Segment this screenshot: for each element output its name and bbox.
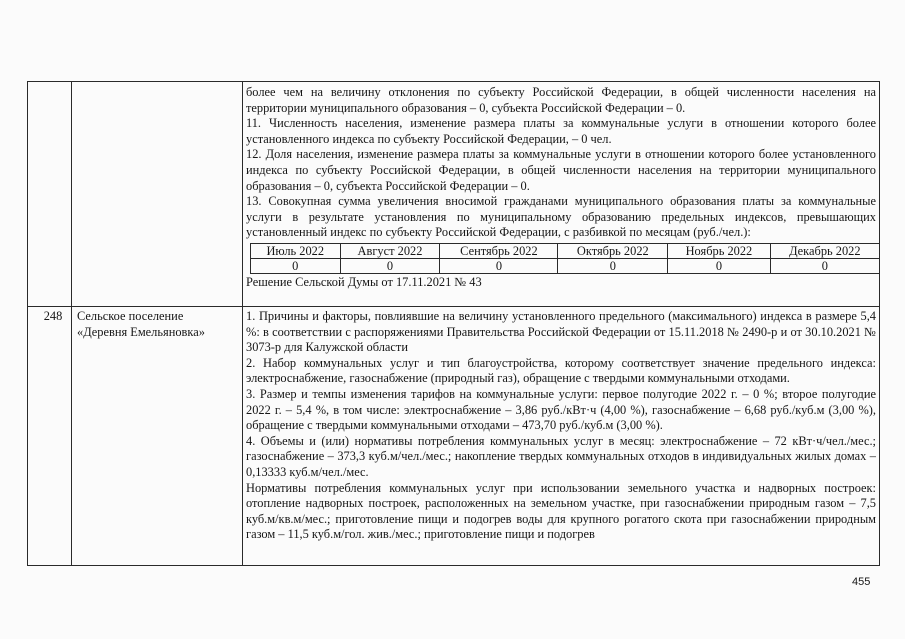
month-value: 0 <box>558 258 668 273</box>
paragraph: 1. Причины и факторы, повлиявшие на величину установленного предельного (максимального) индекса в размере 5,4 %: в соответствии с распоряжениями Правительства Российской Федерации от 15.11.2018 № 2490-р и от 30.10.2021 № 3073-р для Калужской области <box>246 309 876 355</box>
month-value: 0 <box>668 258 770 273</box>
paragraph: 12. Доля населения, изменение размера платы за коммунальные услуги в отношении которого более установленного индекса по субъекту Российской Федерации, в общей численности населения на территории муниципального образования – 0, субъекта Российской Федерации – 0. <box>246 147 876 193</box>
month-header: Июль 2022 <box>251 243 341 258</box>
paragraph: 11. Численность населения, изменение размера платы за коммунальные услуги в отношении которого более установленного индекса по субъекту Российской Федерации, – 0 чел. <box>246 116 876 146</box>
column-divider <box>242 82 243 565</box>
row-number: 248 <box>43 309 63 323</box>
month-header: Октябрь 2022 <box>558 243 668 258</box>
paragraph: 3. Размер и темпы изменения тарифов на коммунальные услуги: первое полугодие 2022 г. – 0 %; второе полугодие 2022 г. – 5,4 %, в том числе: электроснабжение – 3,86 руб./кВт·ч (4,00 %), газоснабжение – 6,68 руб./куб.м (3,00 %), обращение с твердыми коммунальными отходами – 473,70 руб./куб.м (3,00 %). <box>246 386 876 433</box>
upper-row-text <box>246 85 876 291</box>
months-value-row <box>251 258 880 273</box>
month-value: 0 <box>251 258 341 273</box>
month-header: Август 2022 <box>340 243 440 258</box>
month-header: Ноябрь 2022 <box>668 243 770 258</box>
paragraph: 2. Набор коммунальных услуг и тип благоустройства, которому соответствует значение предельного индекса: электроснабжение, газоснабжение (природный газ), обращение с твердыми коммунальными отходами. <box>246 355 876 386</box>
paragraph: Нормативы потребления коммунальных услуг при использовании земельного участка и надворных построек: отопление надворных построек, расположенных на земельном участке, при газоснабжении природным газом – 7,5 куб.м/кв.м/мес.; приготовление пищи и подогрев воды для крупного рогатого скота при газоснабжении природным газом – 11,5 куб.м/гол. жив./мес.; приготовление пищи и подогрев <box>246 480 876 542</box>
paragraph: более чем на величину отклонения по субъекту Российской Федерации, в общей численности населения на территории муниципального образования – 0, субъекта Российской Федерации – 0. <box>246 85 876 115</box>
document-table <box>27 81 880 566</box>
month-value: 0 <box>440 258 558 273</box>
row-248-text <box>246 309 876 543</box>
paragraph: 13. Совокупная сумма увеличения вносимой гражданами муниципального образования платы за коммунальные услуги в результате установления по муниципальному образованию предельных индексов, превышающих установленный индекс по субъекту Российской Федерации, с разбивкой по месяцам (руб./чел.): <box>246 194 876 240</box>
paragraph: 4. Объемы и (или) нормативы потребления коммунальных услуг в месяц: электроснабжение – 72 кВт·ч/чел./мес.; газоснабжение – 373,3 куб.м/чел./мес.; накопление твердых коммунальных отходов в индивидуальных жилых домах – 0,13333 куб.м/чел./мес. <box>246 433 876 479</box>
row-divider <box>28 306 879 307</box>
settlement-name: Сельское поселение «Деревня Емельяновка» <box>77 309 205 339</box>
month-header: Декабрь 2022 <box>770 243 879 258</box>
page-number: 455 <box>852 576 871 588</box>
months-header-row <box>251 243 880 258</box>
decision-text: Решение Сельской Думы от 17.11.2021 № 43 <box>246 274 482 289</box>
month-value: 0 <box>770 258 879 273</box>
month-header: Сентябрь 2022 <box>440 243 558 258</box>
months-table <box>250 243 880 274</box>
month-value: 0 <box>340 258 440 273</box>
